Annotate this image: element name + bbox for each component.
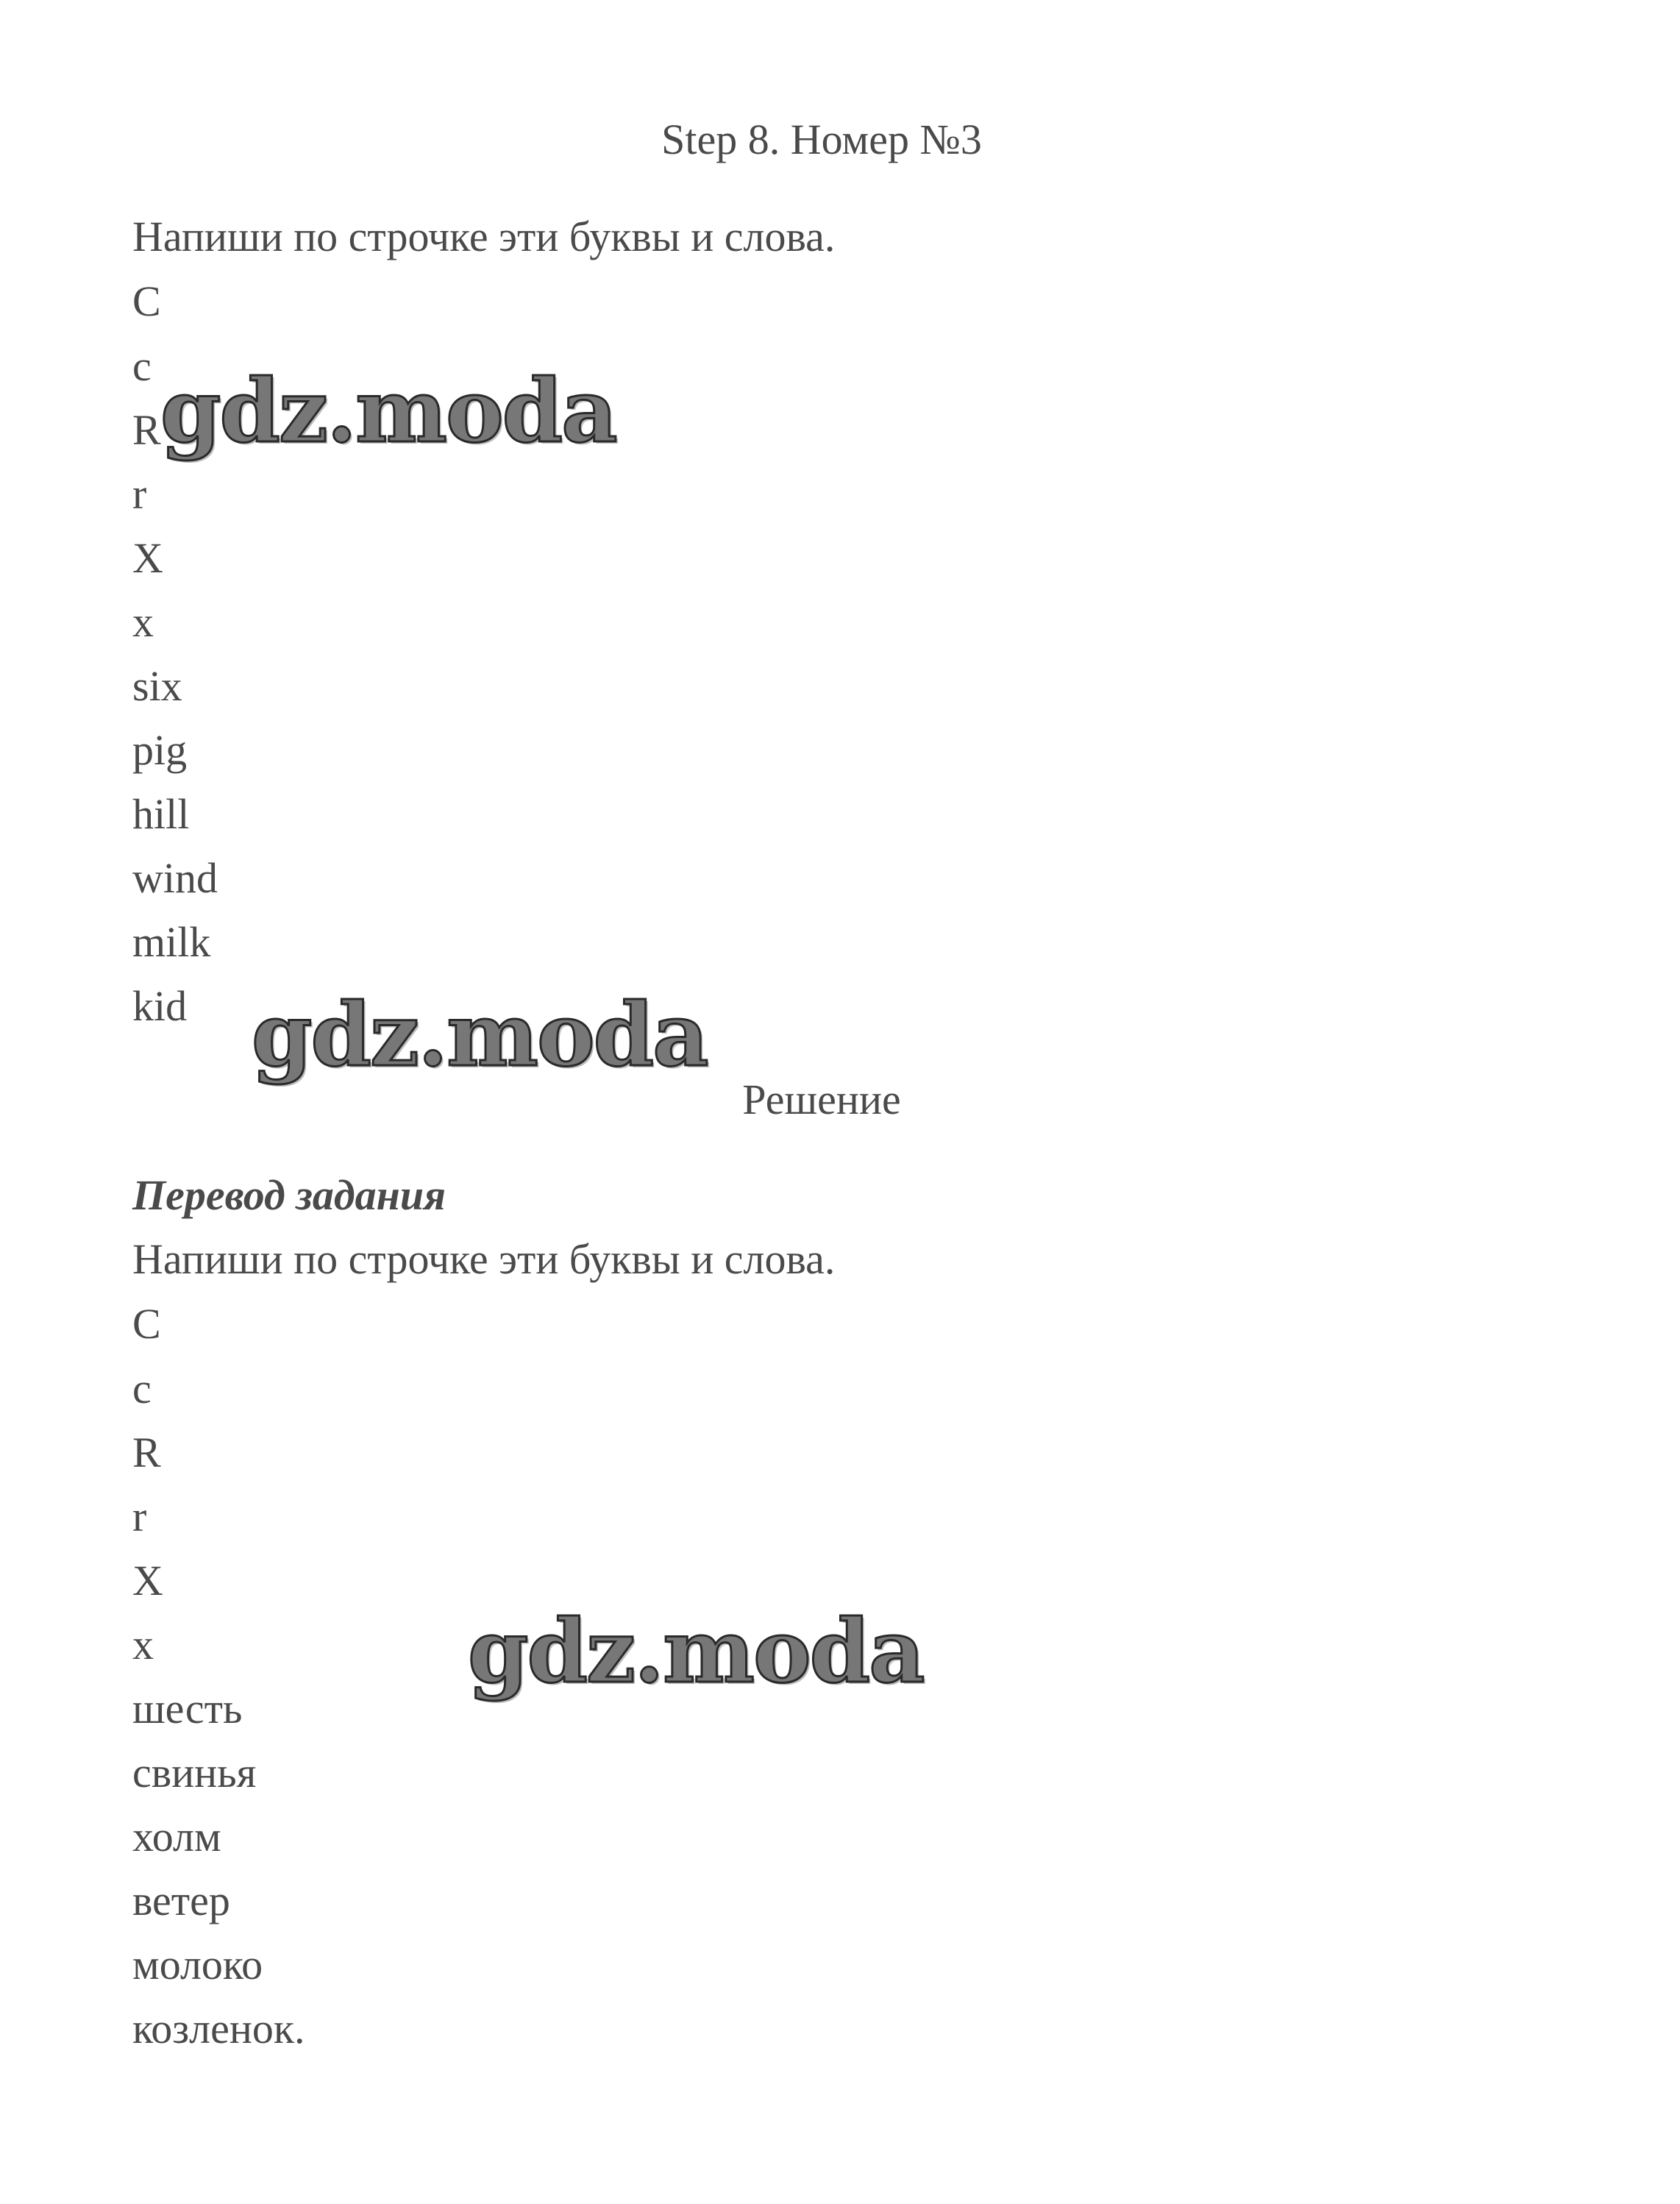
translation-line: козленок. [132,2005,305,2052]
translation-line: свинья [132,1749,257,1796]
task-line: X [132,534,163,582]
translation-heading: Перевод задания [132,1171,446,1219]
translation-line: шесть [132,1685,243,1732]
task-line: kid [132,982,188,1030]
translation-line: холм [132,1813,221,1860]
translation-line: R [132,1429,161,1476]
task-line: pig [132,726,188,774]
watermark-logo: gdz.moda [468,1600,924,1702]
translation-line: X [132,1557,163,1604]
translation-line: c [132,1365,152,1412]
task-line: wind [132,854,218,902]
task-line: c [132,342,152,390]
translation-line: ветер [132,1877,230,1924]
watermark-logo: gdz.moda [160,360,616,462]
translation-line: x [132,1621,154,1668]
task-line: hill [132,790,190,838]
watermark-logo: gdz.moda [252,984,708,1086]
task-line: r [132,470,147,518]
task-line: R [132,406,161,454]
task-line: six [132,662,182,710]
translation-line: r [132,1493,147,1540]
task-instruction: Напиши по строчке эти буквы и слова. [132,213,836,260]
task-line: x [132,598,154,646]
solution-label: Решение [742,1076,901,1123]
translation-line: молоко [132,1941,263,1988]
task-line: C [132,277,161,325]
translation-line: C [132,1300,161,1348]
page-title: Step 8. Номер №3 [661,115,982,163]
task-line: milk [132,918,211,966]
translation-instruction: Напиши по строчке эти буквы и слова. [132,1235,836,1283]
